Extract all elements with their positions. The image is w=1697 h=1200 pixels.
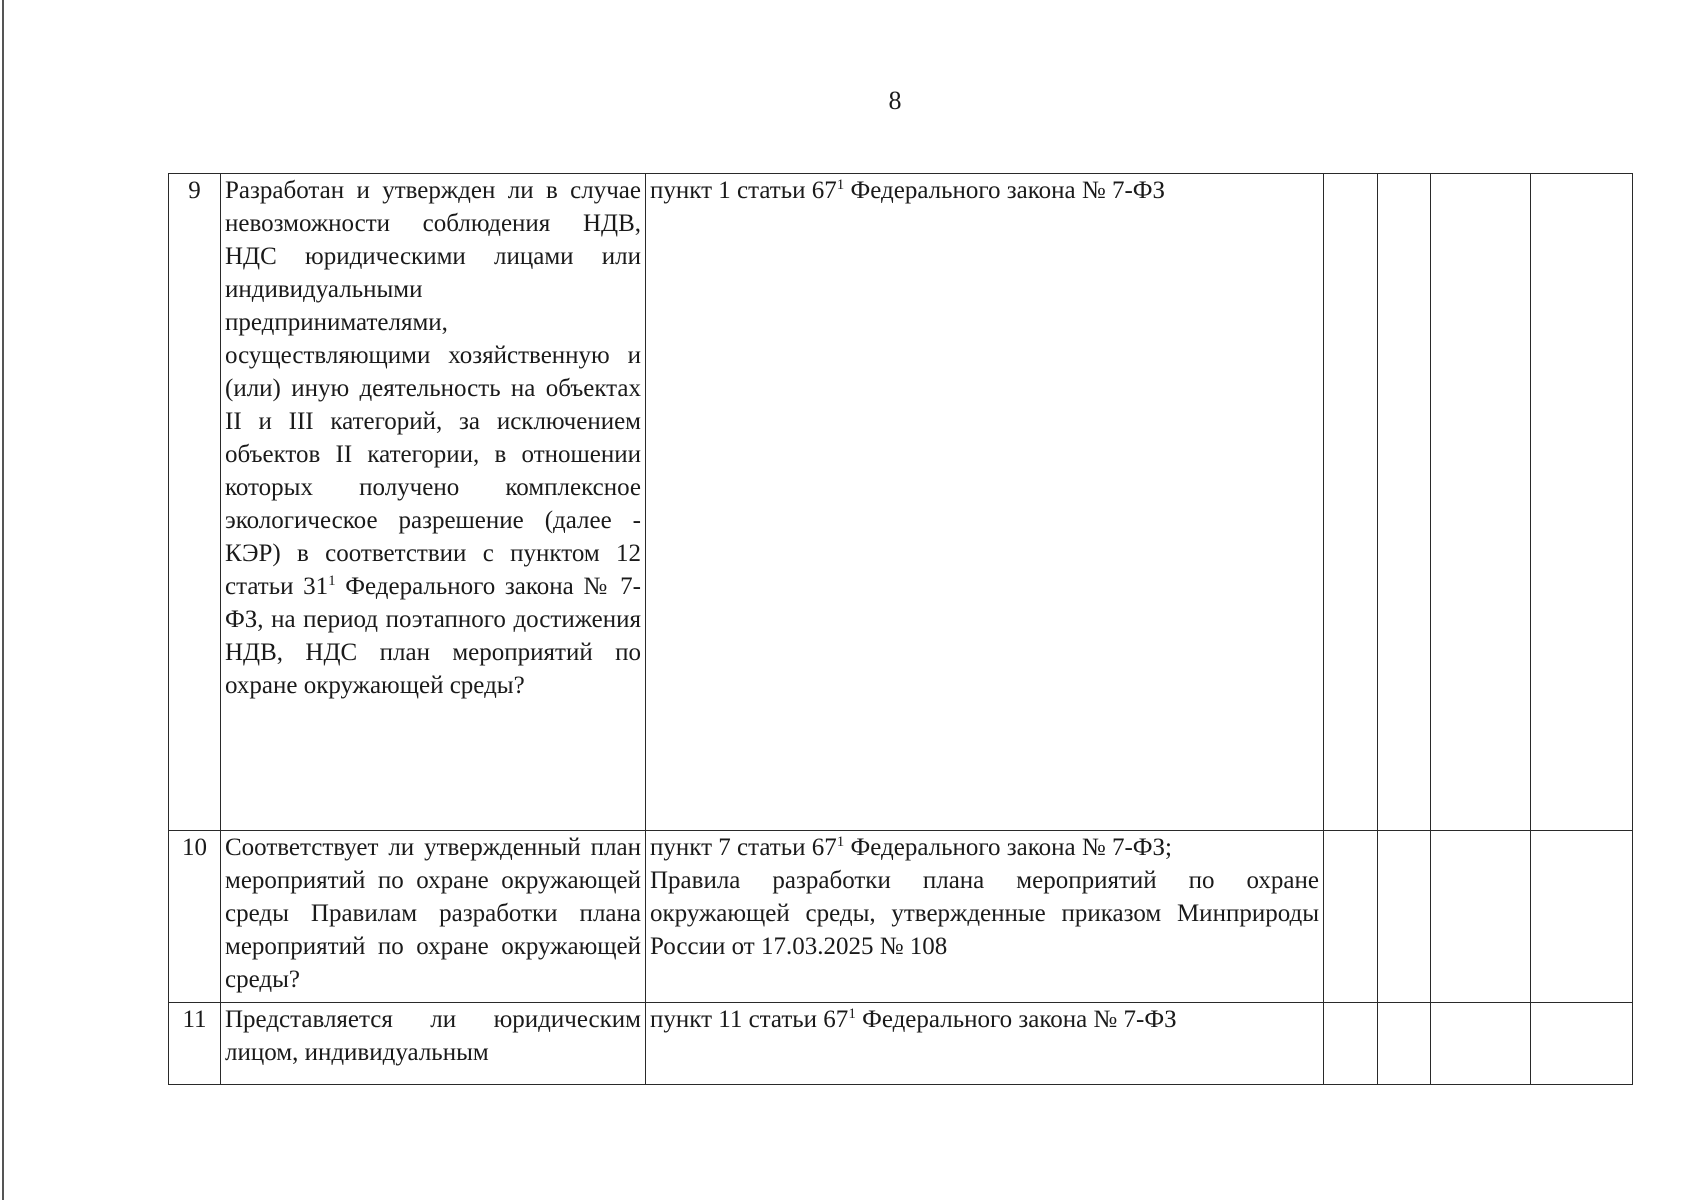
legal-reference-cell: пункт 1 статьи $67^1$ Федерального закона № 7-ФЗ xyxy=(646,174,1324,831)
scan-edge-line xyxy=(2,0,4,1200)
legal-reference-cell: пункт 7 статьи $67^1$ Федерального закона № 7-ФЗ; Правила разработки плана мероприятий по охране окружающей среды, утвержденные приказом Минприроды России от 17.03.2025 № 108 xyxy=(646,831,1324,1003)
answer-cell xyxy=(1531,831,1633,1003)
answer-cell xyxy=(1431,174,1531,831)
answer-cell xyxy=(1378,831,1431,1003)
answer-cell xyxy=(1431,1003,1531,1085)
answer-cell xyxy=(1378,174,1431,831)
page-number: 8 xyxy=(888,86,902,115)
answer-cell xyxy=(1378,1003,1431,1085)
legal-reference-cell: пункт 11 статьи $67^1$ Федерального закона № 7-ФЗ xyxy=(646,1003,1324,1085)
table-row xyxy=(169,174,1633,831)
question-cell: Соответствует ли утвержденный план мероприятий по охране окружающей среды Правилам разработки плана мероприятий по охране окружающей среды? xyxy=(221,831,646,1003)
answer-cell xyxy=(1324,174,1378,831)
answer-cell xyxy=(1431,831,1531,1003)
checklist-table xyxy=(168,173,1633,1085)
row-number: 9 xyxy=(169,174,221,831)
answer-cell xyxy=(1531,174,1633,831)
answer-cell xyxy=(1324,831,1378,1003)
row-number: 10 xyxy=(169,831,221,1003)
answer-cell xyxy=(1531,1003,1633,1085)
question-cell: Разработан и утвержден ли в случае невозможности соблюдения НДВ, НДС юридическими лицами или индивидуальными предпринимателями, осуществляющими хозяйственную и (или) иную деятельность на объектах II и III категорий, за исключением объектов II категории, в отношении которых получено комплексное экологическое разрешение (далее - КЭР) в соответствии с пунктом 12 статьи $31^1$ Федерального закона № 7-ФЗ, на период поэтапного достижения НДВ, НДС план мероприятий по охране окружающей среды? xyxy=(221,174,646,831)
question-cell: Представляется ли юридическим лицом, индивидуальным xyxy=(221,1003,646,1085)
table-row xyxy=(169,831,1633,1003)
table-row xyxy=(169,1003,1633,1085)
answer-cell xyxy=(1324,1003,1378,1085)
row-number: 11 xyxy=(169,1003,221,1085)
